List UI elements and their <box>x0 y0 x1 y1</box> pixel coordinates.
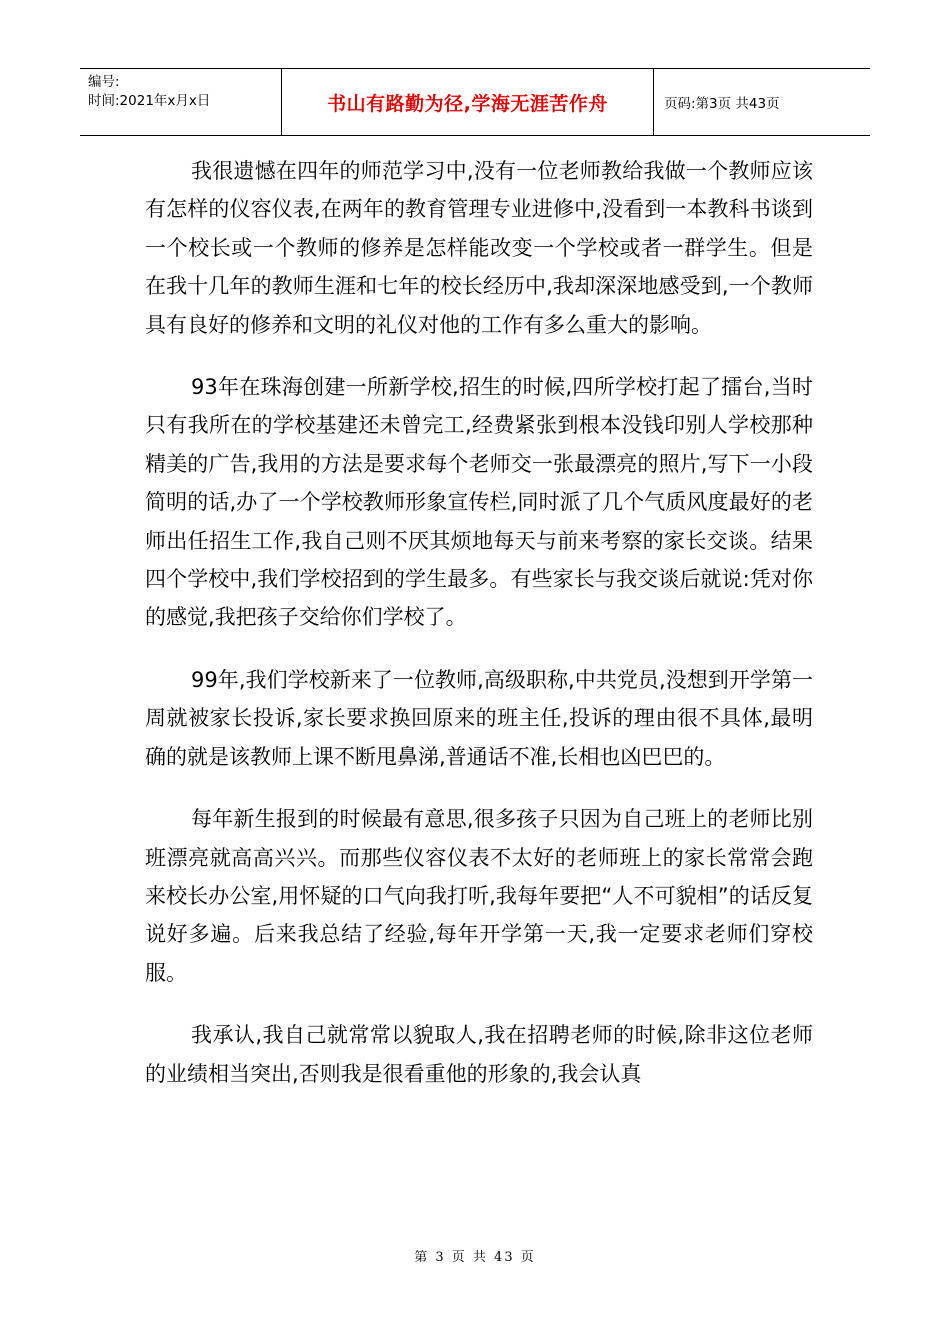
code-label: 编号: <box>88 74 120 90</box>
document-body <box>145 152 813 1117</box>
paragraph-4: 每年新生报到的时候最有意思,很多孩子只因为自己班上的老师比别班漂亮就高高兴兴。而那些仪容仪表不太好的老师班上的家长常常会跑来校长办公室,用怀疑的口气向我打听,我每年要把“人不可貌相”的话反复说好多遍。后来我总结了经验,每年开学第一天,我一定要求老师们穿校服。 <box>145 807 813 985</box>
header-meta-cell <box>80 69 282 135</box>
paragraph-3: 99年,我们学校新来了一位教师,高级职称,中共党员,没想到开学第一周就被家长投诉,家长要求换回原来的班主任,投诉的理由很不具体,最明确的就是该教师上课不断甩鼻涕,普通话不准,长相也凶巴巴的。 <box>145 667 813 769</box>
paragraph-5: 我承认,我自己就常常以貌取人,我在招聘老师的时候,除非这位老师的业绩相当突出,否则我是很看重他的形象的,我会认真 <box>145 1023 813 1086</box>
header-motto: 书山有路勤为径,学海无涯苦作舟 <box>327 92 608 115</box>
footer-page-number: 第 3 页 共 43 页 <box>414 1250 536 1265</box>
paragraph-1: 我很遗憾在四年的师范学习中,没有一位老师教给我做一个教师应该有怎样的仪容仪表,在两年的教育管理专业进修中,没看到一本教科书谈到一个校长或一个教师的修养是怎样能改变一个学校或者一群学生。但是在我十几年的教师生涯和七年的校长经历中,我却深深地感受到,一个教师具有良好的修养和文明的礼仪对他的工作有多么重大的影响。 <box>145 159 813 337</box>
motto-cell <box>282 69 654 135</box>
header-page-info: 页码:第3页 共43页 <box>664 96 780 112</box>
page-info-cell <box>654 69 870 135</box>
time-label: 时间:2021年x月x日 <box>88 93 211 109</box>
paragraph-2: 93年在珠海创建一所新学校,招生的时候,四所学校打起了擂台,当时只有我所在的学校基建还未曾完工,经费紧张到根本没钱印别人学校那种精美的广告,我用的方法是要求每个老师交一张最漂亮的照片,写下一小段简明的话,办了一个学校教师形象宣传栏,同时派了几个气质风度最好的老师出任招生工作,我自己则不厌其烦地每天与前来考察的家长交谈。结果四个学校中,我们学校招到的学生最多。有些家长与我交谈后就说:凭对你的感觉,我把孩子交给你们学校了。 <box>145 375 813 630</box>
page-header <box>80 68 870 136</box>
page-footer <box>0 1246 950 1265</box>
